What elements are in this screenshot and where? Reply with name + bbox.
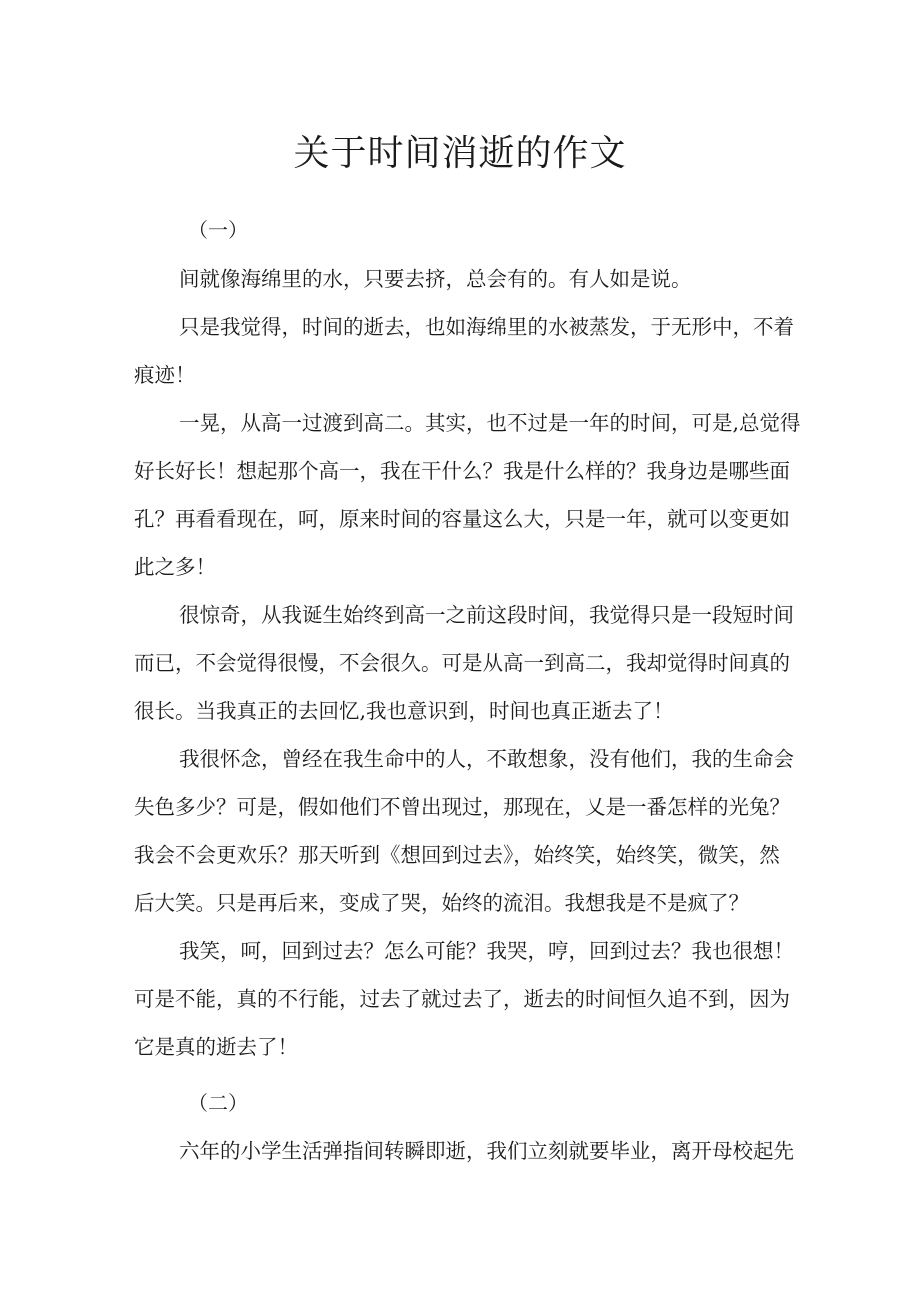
paragraph-line: 间就像海绵里的水，只要去挤，总会有的。有人如是说。 — [179, 267, 692, 291]
paragraph-line: 一晃，从高一过渡到高二。其实，也不过是一年的时间，可是,总觉得 — [179, 411, 801, 435]
paragraph-line: 后大笑。只是再后来，变成了哭，始终的流泪。我想我是不是疯了？ — [134, 891, 749, 915]
paragraph-line: 它是真的逝去了！ — [134, 1035, 298, 1059]
paragraph-line: 此之多！ — [134, 555, 216, 579]
paragraph-line: 我会不会更欢乐？那天听到《想回到过去》，始终笑，始终笑，微笑，然 — [134, 843, 780, 867]
paragraph-line: 很长。当我真正的去回忆,我也意识到，时间也真正逝去了！ — [134, 699, 674, 723]
paragraph-line: 只是我觉得，时间的逝去，也如海绵里的水被蒸发，于无形中，不着 — [179, 315, 794, 339]
section-marker-2: （二） — [188, 1091, 248, 1115]
paragraph-line: 六年的小学生活弹指间转瞬即逝，我们立刻就要毕业，离开母校起先 — [179, 1139, 794, 1163]
section-marker-1: （一） — [188, 218, 248, 242]
document-title: 关于时间消逝的作文 — [293, 133, 627, 174]
paragraph-line: 孔？再看看现在，呵，原来时间的容量这么大，只是一年，就可以变更如 — [134, 507, 790, 531]
paragraph-line: 好长好长！想起那个高一，我在干什么？我是什么样的？我身边是哪些面 — [134, 459, 790, 483]
paragraph-line: 我笑，呵，回到过去？怎么可能？我哭，哼，回到过去？我也很想！ — [179, 939, 794, 963]
paragraph-line: 可是不能，真的不行能，过去了就过去了，逝去的时间恒久追不到，因为 — [134, 987, 790, 1011]
paragraph-line: 失色多少？可是，假如他们不曾出现过，那现在，乂是一番怎样的光兔？ — [134, 795, 790, 819]
paragraph-line: 而已，不会觉得很慢，不会很久。可是从高一到高二，我却觉得时间真的 — [134, 651, 790, 675]
paragraph-line: 痕迹！ — [134, 363, 196, 387]
paragraph-line: 我很怀念，曾经在我生命中的人，不敢想象，没有他们，我的生命会 — [179, 747, 794, 771]
paragraph-line: 很惊奇，从我诞生始终到高一之前这段时间，我觉得只是一段短时间 — [179, 603, 794, 627]
